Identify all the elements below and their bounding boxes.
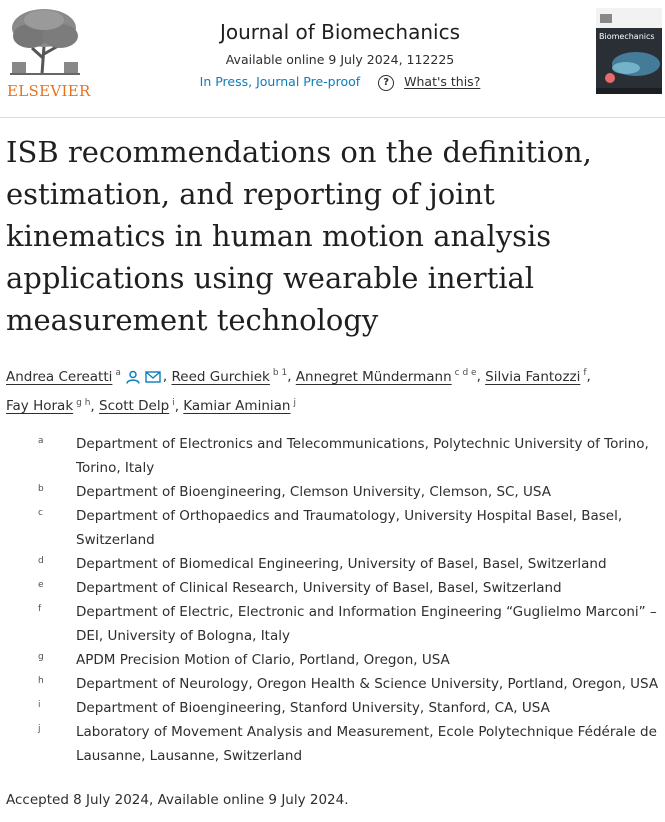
elsevier-logo[interactable]	[6, 6, 91, 100]
author-affiliation-marker: a	[115, 368, 121, 378]
cover-journal-name: Biomechanics	[599, 32, 655, 41]
affiliation-list	[0, 432, 665, 768]
affiliation-text: Department of Bioengineering, Stanford University, Stanford, CA, USA	[76, 700, 550, 716]
article-status	[140, 74, 540, 91]
publication-info: Available online 9 July 2024, 112225	[225, 52, 455, 67]
author-item	[183, 398, 296, 414]
author-affiliation-marker: b 1	[272, 368, 288, 378]
affiliation-item	[0, 672, 665, 696]
article-dates: Accepted 8 July 2024, Available online 9 July 2024.	[6, 792, 349, 808]
envelope-icon[interactable]	[145, 371, 163, 383]
affiliation-letter: f	[38, 604, 42, 614]
affiliation-letter: d	[38, 556, 44, 566]
affiliation-text: Department of Electronics and Telecommunications, Polytechnic University of Torino, Torino, Italy	[76, 436, 649, 476]
author-affiliation-marker: i	[172, 397, 175, 408]
author-link[interactable]: Annegret Mündermann	[295, 368, 452, 385]
affiliation-letter: h	[38, 676, 44, 686]
affiliation-item	[0, 480, 665, 504]
affiliation-letter: b	[38, 484, 44, 494]
affiliation-letter: c	[38, 508, 43, 518]
author-link[interactable]: Fay Horak	[6, 398, 74, 414]
author-affiliation-marker: f	[583, 368, 587, 378]
affiliation-letter: j	[38, 724, 41, 734]
affiliation-text: Department of Clinical Research, University of Basel, Basel, Switzerland	[76, 580, 562, 596]
in-press-label: In Press, Journal Pre-proof	[199, 74, 361, 89]
author-list: Andrea Cereatti $^a$ , Reed Gurchiek $^{b 1}$, Annegret Mündermann $^{c d e}$, Silvia Fantozzi $^f$, Fay Horak $^{g h}$, Scott Delp $^i$, Kamiar Aminian $^j$	[6, 368, 591, 414]
author-link[interactable]: Silvia Fantozzi	[485, 368, 581, 385]
affiliation-letter: e	[38, 580, 44, 590]
affiliation-item	[0, 576, 665, 600]
journal-title[interactable]: Journal of Biomechanics	[219, 20, 461, 44]
author-link[interactable]: Andrea Cereatti	[6, 368, 113, 385]
cover-artwork	[596, 8, 662, 94]
affiliation-item	[0, 432, 665, 480]
author-affiliation-marker: c d e	[454, 368, 477, 378]
article-title: ISB recommendations on the definition, estimation, and reporting of joint kinematics in human motion analysis applications using wearable inertial measurement technology	[6, 135, 592, 337]
author-item	[296, 369, 477, 385]
journal-cover-image[interactable]	[596, 8, 662, 94]
author-affiliation-marker: g h	[76, 397, 91, 408]
author-link[interactable]: Kamiar Aminian	[183, 398, 291, 414]
affiliation-item	[0, 648, 665, 672]
author-item	[6, 369, 163, 385]
article-header	[0, 0, 665, 118]
author-link[interactable]: Reed Gurchiek	[171, 368, 270, 385]
affiliation-letter: a	[38, 436, 44, 446]
affiliation-item	[0, 504, 665, 552]
affiliation-text: APDM Precision Motion of Clario, Portland, Oregon, USA	[76, 652, 450, 668]
affiliation-item	[0, 552, 665, 576]
author-item	[485, 369, 586, 385]
affiliation-text: Department of Neurology, Oregon Health & Science University, Portland, Oregon, USA	[76, 676, 659, 692]
affiliation-text: Department of Orthopaedics and Traumatology, University Hospital Basel, Basel, Switzerland	[76, 508, 623, 548]
affiliation-item	[0, 720, 665, 768]
affiliation-text: Department of Biomedical Engineering, University of Basel, Basel, Switzerland	[76, 556, 607, 572]
author-link[interactable]: Scott Delp	[99, 398, 170, 414]
author-item	[6, 398, 90, 414]
affiliation-item	[0, 600, 665, 648]
tree-of-knowledge-icon	[6, 6, 84, 76]
whats-this-link[interactable]: What's this?	[404, 74, 481, 89]
question-circle-icon[interactable]: ?	[378, 75, 394, 91]
affiliation-item	[0, 696, 665, 720]
affiliation-letter: i	[38, 700, 41, 710]
affiliation-text: Laboratory of Movement Analysis and Measurement, Ecole Polytechnique Fédérale de Lausanne, Lausanne, Switzerland	[76, 724, 657, 764]
affiliation-letter: g	[38, 652, 44, 662]
author-item	[172, 369, 288, 385]
author-affiliation-marker: j	[293, 397, 296, 408]
person-icon[interactable]	[125, 370, 141, 384]
affiliation-text: Department of Electric, Electronic and Information Engineering “Guglielmo Marconi” – DEI, University of Bologna, Italy	[76, 604, 657, 644]
header-divider	[0, 117, 665, 118]
affiliation-text: Department of Bioengineering, Clemson University, Clemson, SC, USA	[76, 484, 551, 500]
author-item	[99, 398, 175, 414]
publisher-wordmark: ELSEVIER	[7, 82, 91, 100]
